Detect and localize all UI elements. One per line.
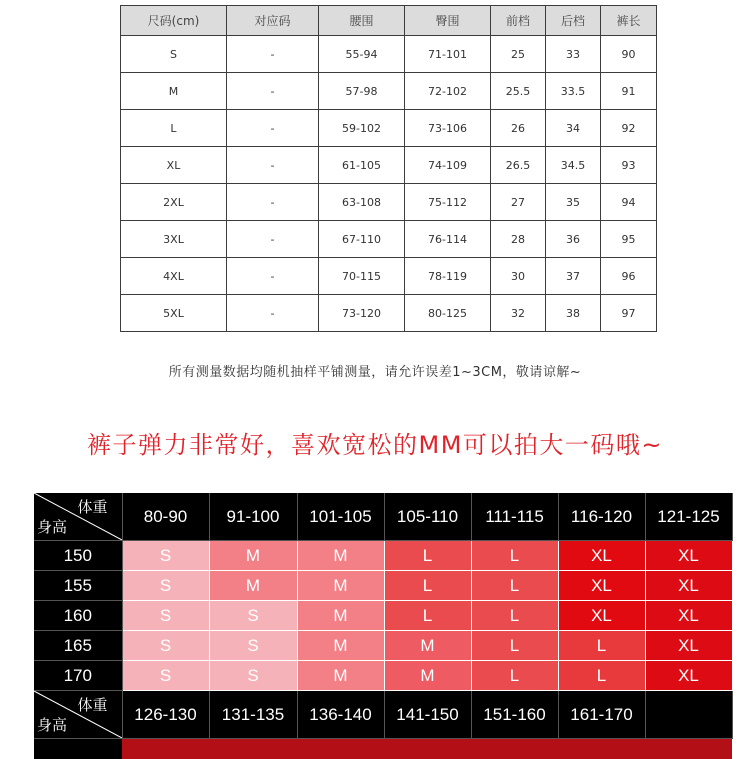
size-table-cell: 36 [546, 221, 601, 258]
size-table-cell: 76-114 [405, 221, 491, 258]
size-table-cell: S [121, 36, 227, 73]
fit-header-row [34, 493, 732, 541]
fit-table-row [34, 631, 732, 661]
size-table-cell: 35 [546, 184, 601, 221]
weight-range: 105-110 [384, 493, 471, 541]
size-table-cell: 5XL [121, 295, 227, 332]
size-table-cell: - [227, 258, 319, 295]
size-recommendation: S [209, 631, 297, 661]
size-recommendation: S [209, 601, 297, 631]
weight-range: 126-130 [122, 691, 209, 739]
size-recommendation: S [122, 631, 209, 661]
weight-range: 161-170 [558, 691, 645, 739]
size-table-cell: 61-105 [319, 147, 405, 184]
size-table-cell: 90 [601, 36, 657, 73]
size-recommendation: L [558, 661, 645, 691]
size-table-cell: 91 [601, 73, 657, 110]
size-table-cell: 78-119 [405, 258, 491, 295]
size-recommendation: S [122, 661, 209, 691]
weight-range: 111-115 [471, 493, 558, 541]
size-recommendation: M [297, 601, 384, 631]
fit-table-cell [645, 739, 732, 759]
fit-table-body [34, 493, 732, 759]
weight-label: 体重 [77, 694, 107, 715]
size-table-cell: 93 [601, 147, 657, 184]
weight-range: 80-90 [122, 493, 209, 541]
size-table-cell: 75-112 [405, 184, 491, 221]
fit-table-cell [34, 739, 122, 759]
fit-table-row [34, 601, 732, 631]
size-table-cell: 33.5 [546, 73, 601, 110]
size-table-cell: L [121, 110, 227, 147]
fit-tip: 裤子弹力非常好，喜欢宽松的MM可以拍大一码哦~ [0, 425, 750, 460]
corner-cell-2 [34, 691, 122, 739]
size-header-cell: 前档 [491, 6, 546, 36]
size-table-cell: 25.5 [491, 73, 546, 110]
height-value: 170 [34, 661, 122, 691]
size-table-cell: 80-125 [405, 295, 491, 332]
size-table-cell: 38 [546, 295, 601, 332]
size-recommendation: S [209, 661, 297, 691]
height-value: 155 [34, 571, 122, 601]
size-recommendation: M [297, 661, 384, 691]
size-table-cell: 73-120 [319, 295, 405, 332]
height-value: 150 [34, 541, 122, 571]
size-table-cell: 95 [601, 221, 657, 258]
size-recommendation: M [209, 541, 297, 571]
fit-table-row-partial [34, 739, 732, 759]
corner-cell [34, 493, 122, 541]
size-recommendation: M [384, 631, 471, 661]
size-table-cell: 74-109 [405, 147, 491, 184]
size-recommendation: L [471, 541, 558, 571]
size-table-cell: 97 [601, 295, 657, 332]
weight-range: 91-100 [209, 493, 297, 541]
fit-table-cell [297, 739, 384, 759]
height-value: 160 [34, 601, 122, 631]
weight-range: 151-160 [471, 691, 558, 739]
size-recommendation: S [122, 601, 209, 631]
size-table-cell: 73-106 [405, 110, 491, 147]
weight-range: 121-125 [645, 493, 732, 541]
size-table-cell: 94 [601, 184, 657, 221]
size-header-cell: 腰围 [319, 6, 405, 36]
size-table-cell: 27 [491, 184, 546, 221]
size-table-cell: - [227, 295, 319, 332]
fit-table-cell [209, 739, 297, 759]
size-table-cell: 32 [491, 295, 546, 332]
height-label: 身高 [37, 714, 67, 735]
size-table-cell: 63-108 [319, 184, 405, 221]
size-table-cell: 26.5 [491, 147, 546, 184]
size-recommendation: M [297, 541, 384, 571]
fit-table-cell [558, 739, 645, 759]
fit-table-cell [471, 739, 558, 759]
size-table-cell: 3XL [121, 221, 227, 258]
size-table-cell: - [227, 73, 319, 110]
size-recommendation: M [384, 661, 471, 691]
weight-range: 101-105 [297, 493, 384, 541]
size-recommendation: XL [645, 571, 732, 601]
size-recommendation: L [384, 571, 471, 601]
size-table-row [121, 184, 657, 221]
size-table-cell: M [121, 73, 227, 110]
fit-header-row-2 [34, 691, 732, 739]
size-recommendation: XL [558, 541, 645, 571]
size-recommendation: M [297, 571, 384, 601]
size-table-row [121, 221, 657, 258]
size-table-cell: 59-102 [319, 110, 405, 147]
fit-table-row [34, 661, 732, 691]
size-recommendation: L [558, 631, 645, 661]
size-recommendation: S [122, 571, 209, 601]
weight-range: 131-135 [209, 691, 297, 739]
size-recommendation: L [471, 631, 558, 661]
size-table-cell: 33 [546, 36, 601, 73]
size-header-cell: 后档 [546, 6, 601, 36]
size-table-row [121, 36, 657, 73]
size-table-cell: 57-98 [319, 73, 405, 110]
weight-range [645, 691, 732, 739]
weight-range: 116-120 [558, 493, 645, 541]
size-table-cell: 2XL [121, 184, 227, 221]
size-table-cell: 25 [491, 36, 546, 73]
size-table-cell: 34 [546, 110, 601, 147]
weight-label: 体重 [77, 496, 107, 517]
size-table-cell: 30 [491, 258, 546, 295]
size-table-row [121, 110, 657, 147]
size-recommendation: M [209, 571, 297, 601]
size-table-cell: - [227, 184, 319, 221]
size-recommendation: XL [645, 631, 732, 661]
fit-table-cell [384, 739, 471, 759]
size-recommendation: L [384, 601, 471, 631]
size-table-cell: - [227, 110, 319, 147]
size-recommendation: S [122, 541, 209, 571]
size-table-cell: - [227, 147, 319, 184]
size-recommendation: XL [558, 601, 645, 631]
size-table-cell: 26 [491, 110, 546, 147]
size-table [120, 5, 657, 332]
fit-table-row [34, 571, 732, 601]
size-table-cell: 71-101 [405, 36, 491, 73]
size-recommendation: L [384, 541, 471, 571]
size-table-cell: 72-102 [405, 73, 491, 110]
size-table-cell: 37 [546, 258, 601, 295]
size-table-cell: XL [121, 147, 227, 184]
size-recommendation: L [471, 661, 558, 691]
size-recommendation: XL [645, 541, 732, 571]
size-table-cell: 28 [491, 221, 546, 258]
size-table-cell: - [227, 221, 319, 258]
fit-table-row [34, 541, 732, 571]
size-table-cell: 34.5 [546, 147, 601, 184]
weight-range: 141-150 [384, 691, 471, 739]
size-table-cell: 67-110 [319, 221, 405, 258]
height-value: 165 [34, 631, 122, 661]
size-table-cell: 70-115 [319, 258, 405, 295]
fit-table [34, 493, 733, 759]
size-table-cell: 55-94 [319, 36, 405, 73]
size-recommendation: M [297, 631, 384, 661]
fit-table-cell [122, 739, 209, 759]
size-table-cell: 4XL [121, 258, 227, 295]
size-recommendation: L [471, 601, 558, 631]
size-table-body [121, 36, 657, 332]
height-label: 身高 [37, 516, 67, 537]
measurement-note: 所有测量数据均随机抽样平铺测量，请允许误差1~3CM，敬请谅解~ [0, 361, 750, 380]
size-table-row [121, 295, 657, 332]
size-header-cell: 对应码 [227, 6, 319, 36]
size-table-cell: - [227, 36, 319, 73]
size-table-row [121, 147, 657, 184]
size-table-cell: 92 [601, 110, 657, 147]
size-header-cell: 裤长 [601, 6, 657, 36]
size-header-cell: 臀围 [405, 6, 491, 36]
size-recommendation: L [471, 571, 558, 601]
size-table-cell: 96 [601, 258, 657, 295]
weight-range: 136-140 [297, 691, 384, 739]
size-table-row [121, 73, 657, 110]
size-header-cell: 尺码(cm) [121, 6, 227, 36]
size-recommendation: XL [645, 661, 732, 691]
size-recommendation: XL [645, 601, 732, 631]
size-recommendation: XL [558, 571, 645, 601]
size-table-header-row [121, 6, 657, 36]
size-table-row [121, 258, 657, 295]
